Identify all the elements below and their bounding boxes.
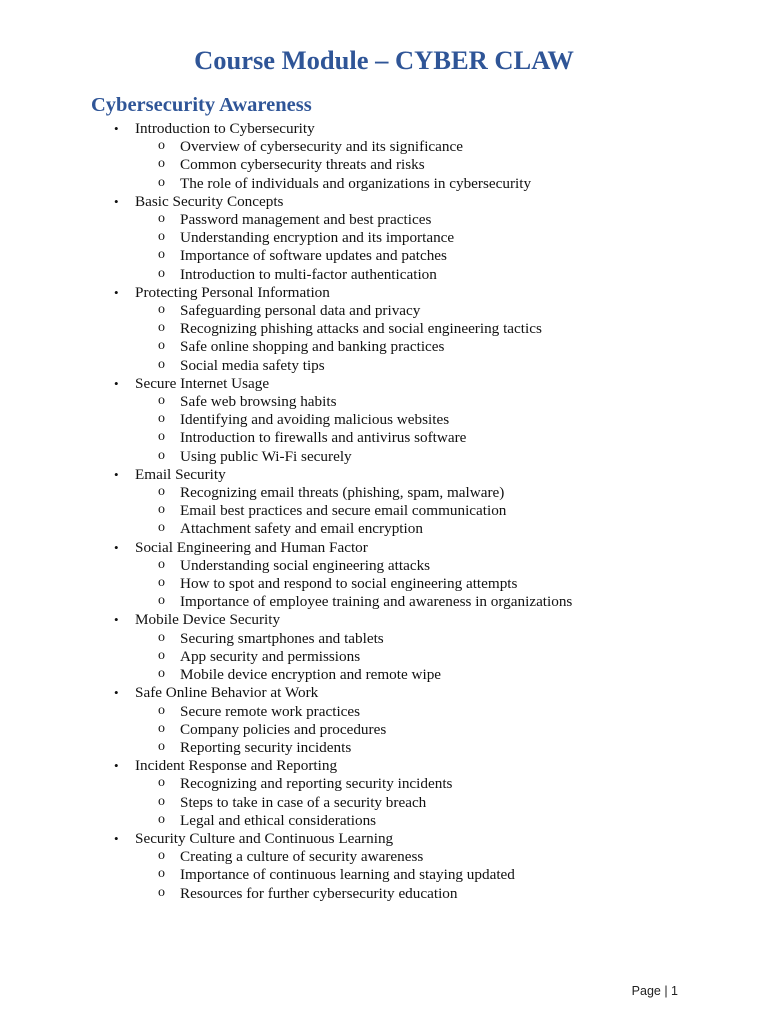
topic-item [0, 830, 768, 903]
document-title: Course Module – CYBER CLAW [194, 45, 574, 75]
subtopic-item [0, 885, 768, 903]
subtopic-label: Attachment safety and email encryption [180, 520, 423, 538]
subtopic-label: Importance of continuous learning and staying updated [180, 866, 515, 884]
subtopic-label: Introduction to multi-factor authentication [180, 265, 437, 283]
circle-bullet-icon: o [158, 429, 165, 445]
subtopic-item [0, 302, 768, 320]
topic-item [0, 120, 768, 193]
circle-bullet-icon: o [158, 575, 165, 591]
subtopic-label: Recognizing email threats (phishing, spam, malware) [180, 484, 505, 502]
subtopic-item [0, 775, 768, 793]
circle-bullet-icon: o [158, 702, 165, 718]
subtopic-label: Common cybersecurity threats and risks [180, 156, 425, 174]
subtopic-item [0, 575, 768, 593]
bullet-icon: • [114, 758, 119, 774]
circle-bullet-icon: o [158, 738, 165, 754]
subtopic-item [0, 266, 768, 284]
circle-bullet-icon: o [158, 775, 165, 791]
circle-bullet-icon: o [158, 484, 165, 500]
subtopic-item [0, 630, 768, 648]
bullet-icon: • [114, 612, 119, 628]
circle-bullet-icon: o [158, 247, 165, 263]
subtopic-item [0, 794, 768, 812]
circle-bullet-icon: o [158, 156, 165, 172]
circle-bullet-icon: o [158, 302, 165, 318]
subtopic-label: Email best practices and secure email communication [180, 502, 507, 520]
topic-label: Incident Response and Reporting [135, 757, 338, 775]
topic-row [0, 375, 768, 393]
topic-label: Social Engineering and Human Factor [135, 538, 368, 556]
topic-label: Basic Security Concepts [135, 192, 284, 210]
subtopic-list [0, 557, 768, 612]
circle-bullet-icon: o [158, 138, 165, 154]
circle-bullet-icon: o [158, 647, 165, 663]
subtopic-label: Social media safety tips [180, 356, 325, 374]
topic-row [0, 830, 768, 848]
subtopic-label: Safe web browsing habits [180, 393, 337, 411]
circle-bullet-icon: o [158, 338, 165, 354]
subtopic-list [0, 302, 768, 375]
topic-item [0, 193, 768, 284]
topic-row [0, 120, 768, 138]
subtopic-item [0, 721, 768, 739]
topic-item [0, 684, 768, 757]
subtopic-label: Understanding social engineering attacks [180, 556, 431, 574]
topic-item [0, 466, 768, 539]
subtopic-label: Securing smartphones and tablets [180, 629, 384, 647]
bullet-icon: • [114, 466, 119, 482]
subtopic-item [0, 866, 768, 884]
subtopic-item [0, 247, 768, 265]
topic-label: Introduction to Cybersecurity [135, 120, 315, 137]
subtopic-label: Steps to take in case of a security breach [180, 793, 427, 811]
circle-bullet-icon: o [158, 356, 165, 372]
circle-bullet-icon: o [158, 211, 165, 227]
circle-bullet-icon: o [158, 629, 165, 645]
circle-bullet-icon: o [158, 848, 165, 864]
bullet-icon: • [114, 539, 119, 555]
circle-bullet-icon: o [158, 811, 165, 827]
topic-row [0, 757, 768, 775]
subtopic-label: Importance of software updates and patches [180, 247, 447, 265]
circle-bullet-icon: o [158, 320, 165, 336]
circle-bullet-icon: o [158, 593, 165, 609]
topic-row [0, 284, 768, 302]
topic-item [0, 375, 768, 466]
subtopic-label: App security and permissions [180, 647, 361, 665]
bullet-icon: • [114, 121, 119, 136]
subtopic-item [0, 448, 768, 466]
subtopic-item [0, 156, 768, 174]
subtopic-label: Safeguarding personal data and privacy [180, 302, 421, 320]
subtopic-list [0, 484, 768, 539]
bullet-icon: • [114, 284, 119, 300]
circle-bullet-icon: o [158, 884, 165, 900]
subtopic-item [0, 138, 768, 156]
circle-bullet-icon: o [158, 502, 165, 518]
subtopic-label: Overview of cybersecurity and its significance [180, 138, 463, 156]
subtopic-list [0, 393, 768, 466]
page-number: Page | 1 [631, 984, 678, 998]
subtopic-label: Introduction to firewalls and antivirus software [180, 429, 467, 447]
topic-item [0, 757, 768, 830]
subtopic-list [0, 703, 768, 758]
subtopic-item [0, 320, 768, 338]
topic-label: Security Culture and Continuous Learning [135, 829, 394, 847]
subtopic-label: Password management and best practices [180, 211, 432, 229]
subtopic-item [0, 703, 768, 721]
topic-label: Protecting Personal Information [135, 283, 330, 301]
circle-bullet-icon: o [158, 393, 165, 409]
subtopic-label: Identifying and avoiding malicious websites [180, 411, 450, 429]
subtopic-label: Legal and ethical considerations [180, 811, 377, 829]
topic-label: Email Security [135, 465, 226, 483]
subtopic-list [0, 775, 768, 830]
subtopic-item [0, 593, 768, 611]
circle-bullet-icon: o [158, 174, 165, 190]
topic-row [0, 193, 768, 211]
circle-bullet-icon: o [158, 793, 165, 809]
circle-bullet-icon: o [158, 447, 165, 463]
topic-list [0, 120, 768, 903]
subtopic-label: Recognizing phishing attacks and social engineering tactics [180, 320, 542, 338]
subtopic-label: Using public Wi-Fi securely [180, 447, 352, 465]
bullet-icon: • [114, 685, 119, 701]
circle-bullet-icon: o [158, 265, 165, 281]
topic-item [0, 611, 768, 684]
bullet-icon: • [114, 830, 119, 846]
topic-label: Secure Internet Usage [135, 374, 270, 392]
subtopic-item [0, 648, 768, 666]
subtopic-item [0, 429, 768, 447]
subtopic-label: Resources for further cybersecurity education [180, 884, 458, 902]
topic-item [0, 284, 768, 375]
subtopic-label: The role of individuals and organizations in cybersecurity [180, 174, 532, 192]
bullet-icon: • [114, 375, 119, 391]
subtopic-label: Importance of employee training and awareness in organizations [180, 593, 573, 611]
subtopic-label: Understanding encryption and its importance [180, 229, 455, 247]
topic-row [0, 466, 768, 484]
topic-label: Mobile Device Security [135, 611, 281, 629]
circle-bullet-icon: o [158, 520, 165, 536]
circle-bullet-icon: o [158, 411, 165, 427]
subtopic-item [0, 411, 768, 429]
subtopic-list [0, 848, 768, 903]
subtopic-item [0, 739, 768, 757]
subtopic-label: Reporting security incidents [180, 738, 352, 756]
circle-bullet-icon: o [158, 866, 165, 882]
subtopic-list [0, 211, 768, 284]
subtopic-label: Recognizing and reporting security incidents [180, 775, 453, 793]
subtopic-item [0, 666, 768, 684]
subtopic-label: Safe online shopping and banking practices [180, 338, 445, 356]
circle-bullet-icon: o [158, 666, 165, 682]
topic-row [0, 611, 768, 629]
subtopic-item [0, 338, 768, 356]
subtopic-item [0, 393, 768, 411]
topic-item [0, 539, 768, 612]
circle-bullet-icon: o [158, 229, 165, 245]
subtopic-item [0, 484, 768, 502]
circle-bullet-icon: o [158, 556, 165, 572]
subtopic-list [0, 630, 768, 685]
subtopic-item [0, 812, 768, 830]
subtopic-label: Company policies and procedures [180, 720, 387, 738]
subtopic-item [0, 357, 768, 375]
topic-row [0, 539, 768, 557]
subtopic-item [0, 175, 768, 193]
subtopic-label: How to spot and respond to social engineering attempts [180, 575, 518, 593]
circle-bullet-icon: o [158, 720, 165, 736]
section-heading: Cybersecurity Awareness [91, 94, 312, 116]
bullet-icon: • [114, 193, 119, 209]
subtopic-item [0, 502, 768, 520]
subtopic-item [0, 520, 768, 538]
subtopic-label: Secure remote work practices [180, 702, 361, 720]
subtopic-item [0, 557, 768, 575]
topic-row [0, 684, 768, 702]
subtopic-label: Creating a culture of security awareness [180, 848, 424, 866]
subtopic-item [0, 229, 768, 247]
subtopic-item [0, 848, 768, 866]
subtopic-label: Mobile device encryption and remote wipe [180, 666, 442, 684]
subtopic-list [0, 138, 768, 193]
topic-label: Safe Online Behavior at Work [135, 684, 319, 702]
subtopic-item [0, 211, 768, 229]
